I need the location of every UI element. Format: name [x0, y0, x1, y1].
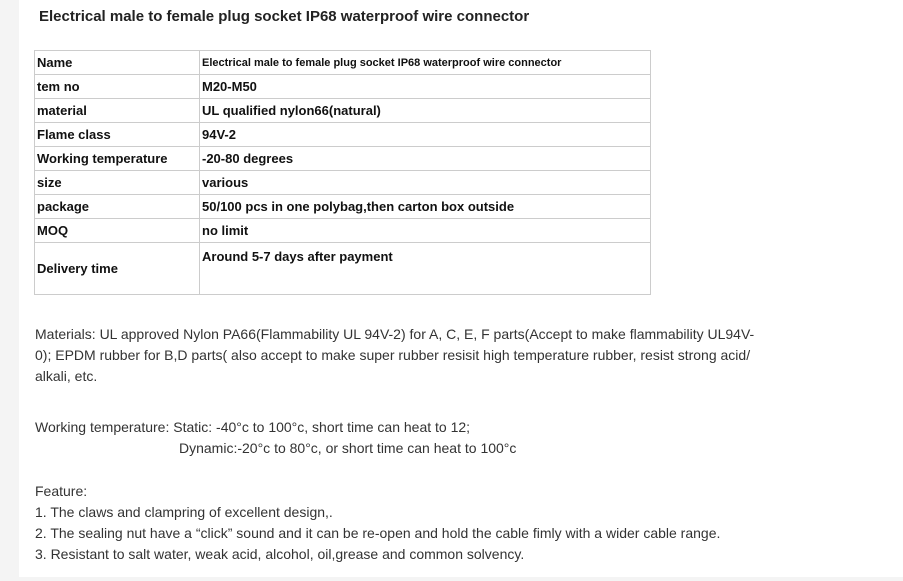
spec-key: Working temperature — [35, 147, 200, 171]
working-temperature-paragraph — [35, 417, 795, 459]
spec-value: -20-80 degrees — [200, 147, 651, 171]
table-row — [35, 75, 651, 99]
spec-key: Flame class — [35, 123, 200, 147]
spec-key: size — [35, 171, 200, 195]
materials-line: alkali, etc. — [35, 368, 98, 384]
table-row — [35, 195, 651, 219]
spec-key: package — [35, 195, 200, 219]
table-row — [35, 99, 651, 123]
feature-section — [35, 481, 795, 565]
product-description-panel — [19, 0, 903, 577]
table-row — [35, 123, 651, 147]
spec-value: various — [200, 171, 651, 195]
spec-value: Electrical male to female plug socket IP68 waterproof wire connector — [200, 51, 651, 75]
spec-key: Name — [35, 51, 200, 75]
materials-paragraph — [35, 324, 795, 387]
spec-value: M20-M50 — [200, 75, 651, 99]
product-title: Electrical male to female plug socket IP68 waterproof wire connector — [39, 8, 530, 25]
spec-value: UL qualified nylon66(natural) — [200, 99, 651, 123]
specifications-table — [34, 50, 651, 295]
spec-key: tem no — [35, 75, 200, 99]
materials-line: Materials: UL approved Nylon PA66(Flammability UL 94V-2) for A, C, E, F parts(Accept to make flammability UL94V- — [35, 326, 755, 342]
table-row — [35, 171, 651, 195]
feature-item: 2. The sealing nut have a “click” sound and it can be re-open and hold the cable fimly with a wider cable range. — [35, 525, 721, 541]
static-temperature-line: Working temperature: Static: -40°c to 100°c, short time can heat to 12; — [35, 419, 471, 435]
spec-key: material — [35, 99, 200, 123]
spec-key: MOQ — [35, 219, 200, 243]
spec-value: 94V-2 — [200, 123, 651, 147]
table-row — [35, 147, 651, 171]
feature-item: 3. Resistant to salt water, weak acid, alcohol, oil,grease and common solvency. — [35, 546, 525, 562]
materials-line: 0); EPDM rubber for B,D parts( also accept to make super rubber resisit high temperature rubber, resist strong acid/ — [35, 347, 751, 363]
table-row — [35, 243, 651, 295]
table-row — [35, 51, 651, 75]
spec-key: Delivery time — [35, 243, 200, 295]
spec-value: 50/100 pcs in one polybag,then carton box outside — [200, 195, 651, 219]
feature-item: 1. The claws and clampring of excellent design,. — [35, 504, 333, 520]
feature-heading: Feature: — [35, 483, 88, 499]
dynamic-temperature-line: Dynamic:-20°c to 80°c, or short time can heat to 100°c — [179, 440, 517, 456]
spec-value: no limit — [200, 219, 651, 243]
spec-value: Around 5-7 days after payment — [200, 243, 651, 295]
table-row — [35, 219, 651, 243]
